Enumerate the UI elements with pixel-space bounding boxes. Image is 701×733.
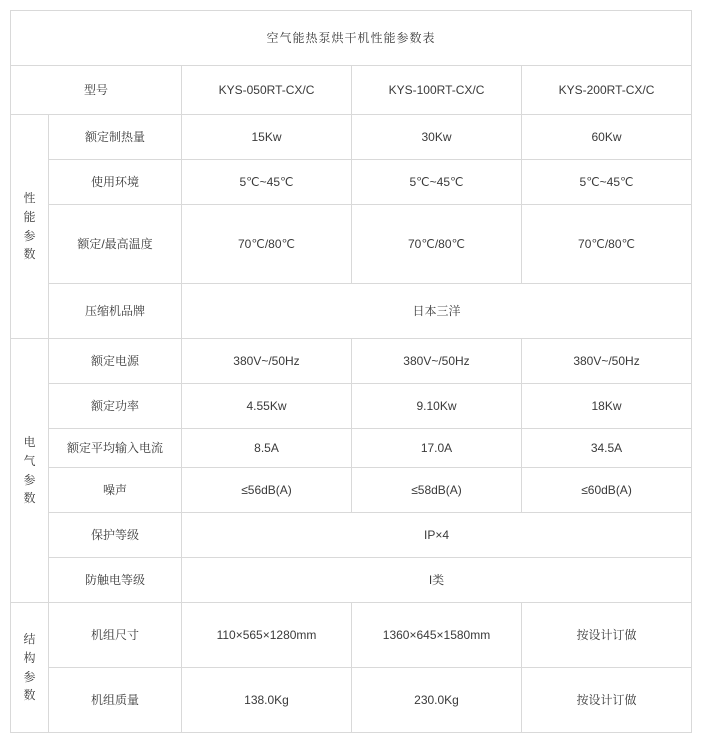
row-value: I类 [182,558,692,603]
group-label-structure [11,603,49,733]
group-char: 数 [23,491,36,506]
row-value: 380V~/50Hz [352,339,522,384]
row-value: 110×565×1280mm [182,603,352,668]
row-value: 按设计订做 [522,668,692,733]
row-value: 30Kw [352,115,522,160]
table-row [11,603,692,668]
group-char: 结 [23,632,36,647]
header-model-label: 型号 [11,66,182,115]
row-label: 额定功率 [49,384,182,429]
group-char: 参 [23,228,36,243]
table-row [11,429,692,468]
specification-table [10,10,692,733]
row-value: ≤60dB(A) [522,468,692,513]
row-value: 17.0A [352,429,522,468]
row-label: 额定平均输入电流 [49,429,182,468]
header-model-2: KYS-100RT-CX/C [352,66,522,115]
row-value: 380V~/50Hz [182,339,352,384]
group-char: 气 [23,453,36,468]
table-row [11,339,692,384]
table-row [11,558,692,603]
table-row [11,205,692,284]
row-label: 保护等级 [49,513,182,558]
row-label: 额定/最高温度 [49,205,182,284]
row-label: 机组尺寸 [49,603,182,668]
row-value: 日本三洋 [182,284,692,339]
row-value: 9.10Kw [352,384,522,429]
group-label-performance [11,115,49,339]
header-model-1: KYS-050RT-CX/C [182,66,352,115]
table-row [11,115,692,160]
group-label-electrical [11,339,49,603]
row-label: 噪声 [49,468,182,513]
row-value: 70℃/80℃ [522,205,692,284]
table-row [11,468,692,513]
row-value: 4.55Kw [182,384,352,429]
group-char: 能 [23,209,36,224]
row-value: 70℃/80℃ [352,205,522,284]
table-row [11,513,692,558]
table-row [11,284,692,339]
header-row [11,66,692,115]
row-label: 使用环境 [49,160,182,205]
row-value: IP×4 [182,513,692,558]
row-value: 70℃/80℃ [182,205,352,284]
row-value: 5℃~45℃ [352,160,522,205]
row-value: 按设计订做 [522,603,692,668]
row-value: 1360×645×1580mm [352,603,522,668]
table-row [11,384,692,429]
row-value: 15Kw [182,115,352,160]
header-model-3: KYS-200RT-CX/C [522,66,692,115]
row-value: 18Kw [522,384,692,429]
row-value: 138.0Kg [182,668,352,733]
row-value: ≤56dB(A) [182,468,352,513]
row-label: 防触电等级 [49,558,182,603]
row-label: 额定制热量 [49,115,182,160]
row-value: 60Kw [522,115,692,160]
row-value: 34.5A [522,429,692,468]
row-value: ≤58dB(A) [352,468,522,513]
row-value: 8.5A [182,429,352,468]
group-char: 电 [23,435,36,450]
row-label: 额定电源 [49,339,182,384]
row-value: 5℃~45℃ [522,160,692,205]
row-label: 机组质量 [49,668,182,733]
group-char: 参 [23,472,36,487]
row-value: 5℃~45℃ [182,160,352,205]
group-char: 数 [23,688,36,703]
title-row [11,11,692,66]
page-title: 空气能热泵烘干机性能参数表 [11,11,692,66]
row-label: 压缩机品牌 [49,284,182,339]
row-value: 380V~/50Hz [522,339,692,384]
group-char: 性 [23,191,36,206]
group-char: 构 [23,650,36,665]
table-row [11,160,692,205]
row-value: 230.0Kg [352,668,522,733]
group-char: 数 [23,247,36,262]
group-char: 参 [23,669,36,684]
table-row [11,668,692,733]
